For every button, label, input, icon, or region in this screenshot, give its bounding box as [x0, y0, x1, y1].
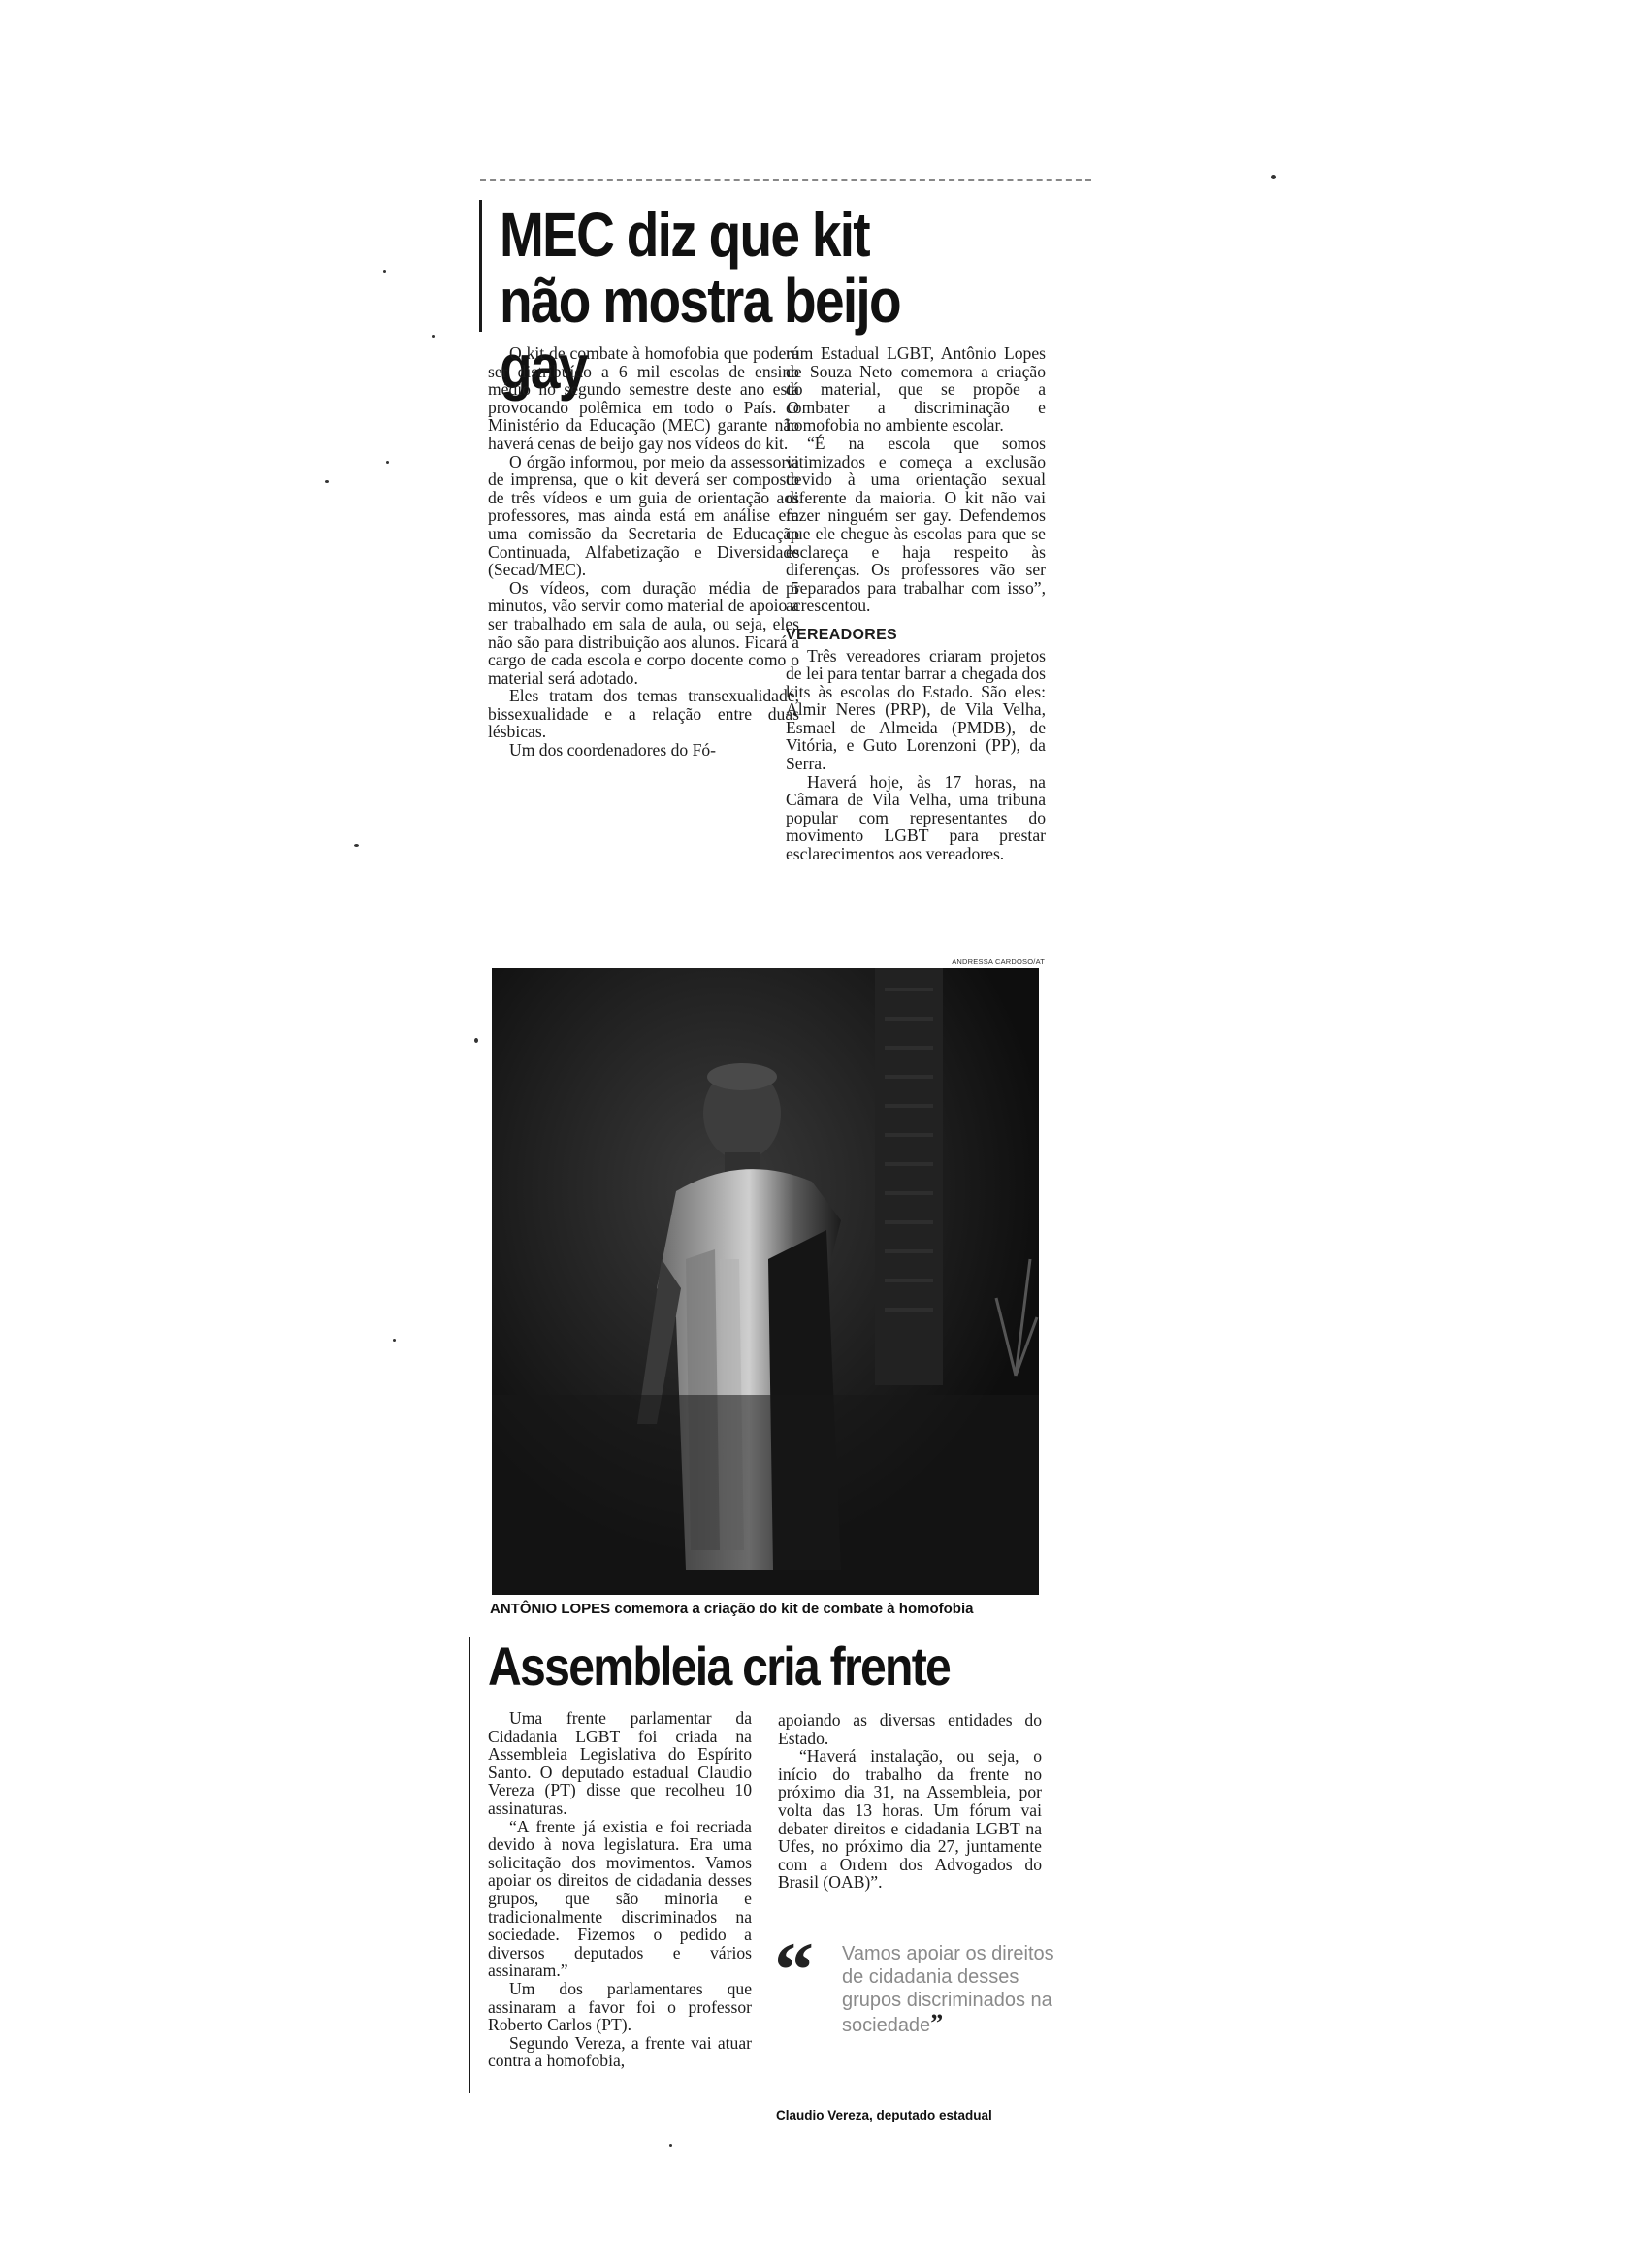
article1-subhead: VEREADORES: [786, 626, 898, 643]
pullquote: [774, 1942, 1065, 2037]
article2-paragraph: “A frente já existia e foi recriada devido à nova legislatura. Era uma solicitação dos movimentos. Vamos apoiar os direitos de cidadania desses grupos, que são minoria e tradicionalmente discriminados na sociedade. Fizemos o pedido a diversos deputados e vários assinaram.”: [488, 1816, 752, 1981]
top-rule: [480, 179, 1091, 181]
article2-column-1: [488, 1709, 752, 2070]
article1-left-rule: [479, 200, 482, 332]
article1-paragraph: rum Estadual LGBT, Antônio Lopes de Souza Neto comemora a criação do material, que se propõe a combater a discriminação e homofobia no ambiente escolar.: [786, 343, 1046, 436]
article1-quote: “É na escola que somos vitimizados e começa a exclusão devido à uma orientação sexual diferente da maioria. O kit não vai fazer ninguém ser gay. Defendemos que ele chegue às escolas para que se esclareça e haja respeito às diferenças. Os professores vão ser preparados para trabalhar com isso”, acrescentou.: [786, 433, 1046, 616]
pullquote-text: Vamos apoiar os direitos de cidadania desses grupos discriminados na sociedade: [842, 1943, 1054, 2036]
scan-speck: [383, 270, 386, 273]
article1-paragraph: O kit de combate à homofobia que poderá ser distribuído a 6 mil escolas de ensino médio no segundo semestre deste ano está provocando polêmica em todo o País. O Ministério da Educação (MEC) garante não haverá cenas de beijo gay nos vídeos do kit.: [488, 343, 799, 453]
article2-paragraph: Um dos parlamentares que assinaram a favor foi o professor Roberto Carlos (PT).: [488, 1978, 752, 2035]
article2-paragraph: Uma frente parlamentar da Cidadania LGBT foi criada na Assembleia Legislativa do Espírito Santo. O deputado estadual Claudio Vereza (PT) disse que recolheu 10 assinaturas.: [488, 1708, 752, 1818]
scan-speck: [1271, 175, 1276, 179]
article2-left-rule: [469, 1637, 470, 2093]
scan-speck: [325, 480, 329, 483]
photo-illustration: [492, 968, 1039, 1595]
article1-headline: MEC diz que kit não mostra beijo gay: [500, 200, 900, 402]
pullquote-close-mark: ”: [930, 2009, 944, 2037]
article1-column-2: [786, 344, 1046, 863]
caption-text: comemora a criação do kit de combate à homofobia: [610, 1601, 974, 1617]
article2-paragraph: Segundo Vereza, a frente vai atuar contra a homofobia,: [488, 2032, 752, 2071]
article1-photo: [492, 968, 1039, 1595]
pullquote-open-mark: “: [774, 1926, 814, 2014]
scan-speck: [432, 335, 435, 338]
article2-paragraph: apoiando as diversas entidades do Estado.: [778, 1710, 1042, 1748]
pullquote-author: Claudio Vereza, deputado estadual: [776, 2108, 992, 2122]
scan-speck: [669, 2144, 672, 2147]
caption-name: ANTÔNIO LOPES: [490, 1601, 611, 1617]
article1-paragraph: O órgão informou, por meio da assessoria de imprensa, que o kit deverá ser composto de três vídeos e um guia de orientação aos professores, mas ainda está em análise em uma comissão da Secretaria de Educação Continuada, Alfabetização e Diversidade (Secad/MEC).: [488, 451, 799, 580]
scan-speck: [386, 461, 389, 464]
article2-paragraph: “Haverá instalação, ou seja, o início do trabalho da frente no próximo dia 31, na Assembleia, por volta das 13 horas. Um fórum vai debater direitos e cidadania LGBT na Ufes, no próximo dia 27, juntamente com a Ordem dos Advogados do Brasil (OAB)”.: [778, 1746, 1042, 1893]
article1-paragraph: Três vereadores criaram projetos de lei para tentar barrar a chegada dos kits às escolas do Estado. São eles: Almir Neres (PRP), de Vila Velha, Esmael de Almeida (PMDB), de Vitória, e Guto Lorenzoni (PP), da Serra.: [786, 645, 1046, 774]
article1-column-1: [488, 344, 799, 760]
article1-paragraph: Um dos coordenadores do Fó-: [509, 740, 717, 761]
photo-caption: [490, 1601, 1072, 1617]
scan-speck: [354, 844, 359, 847]
article2-column-2: [778, 1711, 1042, 1892]
article1-paragraph: Eles tratam dos temas transexualidade, bissexualidade e a relação entre duas lésbicas.: [488, 686, 799, 742]
article1-paragraph: Os vídeos, com duração média de 5 minutos, vão servir como material de apoio a ser trabalhado em sala de aula, ou seja, eles não são para distribuição aos alunos. Ficará a cargo de cada escola e corpo docente como o material será adotado.: [488, 577, 799, 688]
article1-paragraph: Haverá hoje, às 17 horas, na Câmara de Vila Velha, uma tribuna popular com representantes do movimento LGBT para prestar esclarecimentos aos vereadores.: [786, 771, 1046, 864]
scan-speck: [393, 1339, 396, 1342]
photo-credit: ANDRESSA CARDOSO/AT: [952, 957, 1045, 966]
article2-headline: Assembleia cria frente: [488, 1636, 951, 1697]
scan-speck: [474, 1038, 478, 1043]
